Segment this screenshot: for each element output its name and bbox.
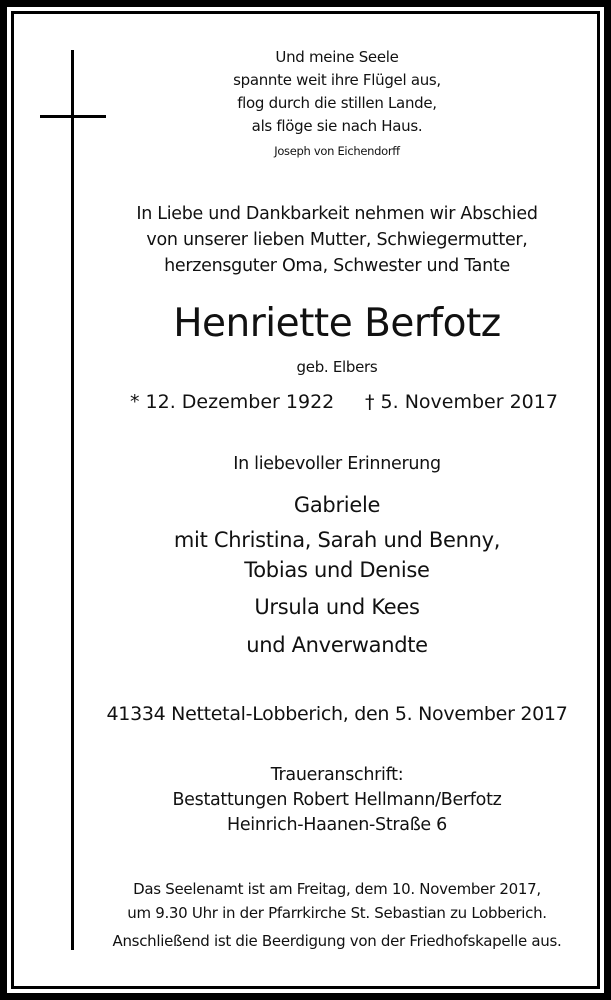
mourners-heading: In liebevoller Erinnerung bbox=[233, 454, 441, 474]
poem-author: Joseph von Eichendorff bbox=[274, 144, 400, 158]
deceased-name: Henriette Berfotz bbox=[173, 301, 501, 346]
mourner-line: Tobias und Denise bbox=[244, 558, 430, 582]
intro-line: von unserer lieben Mutter, Schwiegermutter, bbox=[146, 230, 528, 250]
intro-line: In Liebe und Dankbarkeit nehmen wir Abschied bbox=[136, 204, 538, 224]
mourner-line: Gabriele bbox=[293, 493, 381, 517]
poem-line: Und meine Seele bbox=[275, 48, 399, 66]
mourner-line: mit Christina, Sarah und Benny, bbox=[173, 528, 501, 552]
service-line: Anschließend ist die Beerdigung von der Friedhofskapelle aus. bbox=[112, 932, 562, 950]
address-line: Bestattungen Robert Hellmann/Berfotz bbox=[172, 790, 502, 810]
place-date: 41334 Nettetal-Lobberich, den 5. November 2017 bbox=[106, 703, 568, 725]
service-line: um 9.30 Uhr in der Pfarrkirche St. Sebastian zu Lobberich. bbox=[127, 904, 547, 922]
cross-icon-bar bbox=[40, 115, 106, 118]
poem-line: spannte weit ihre Flügel aus, bbox=[233, 71, 441, 89]
address-line: Heinrich-Haanen-Straße 6 bbox=[226, 815, 447, 835]
intro-line: herzensguter Oma, Schwester und Tante bbox=[164, 256, 510, 276]
maiden-name: geb. Elbers bbox=[296, 358, 378, 376]
poem-line: flog durch die stillen Lande, bbox=[237, 94, 437, 112]
address-line: Traueranschrift: bbox=[270, 765, 404, 785]
mourner-line: und Anverwandte bbox=[246, 633, 428, 657]
death-date: † 5. November 2017 bbox=[365, 391, 558, 413]
service-line: Das Seelenamt ist am Freitag, dem 10. November 2017, bbox=[133, 880, 541, 898]
mourner-line: Ursula und Kees bbox=[254, 595, 420, 619]
birth-date: * 12. Dezember 1922 bbox=[130, 391, 335, 413]
poem-line: als flöge sie nach Haus. bbox=[251, 117, 423, 135]
